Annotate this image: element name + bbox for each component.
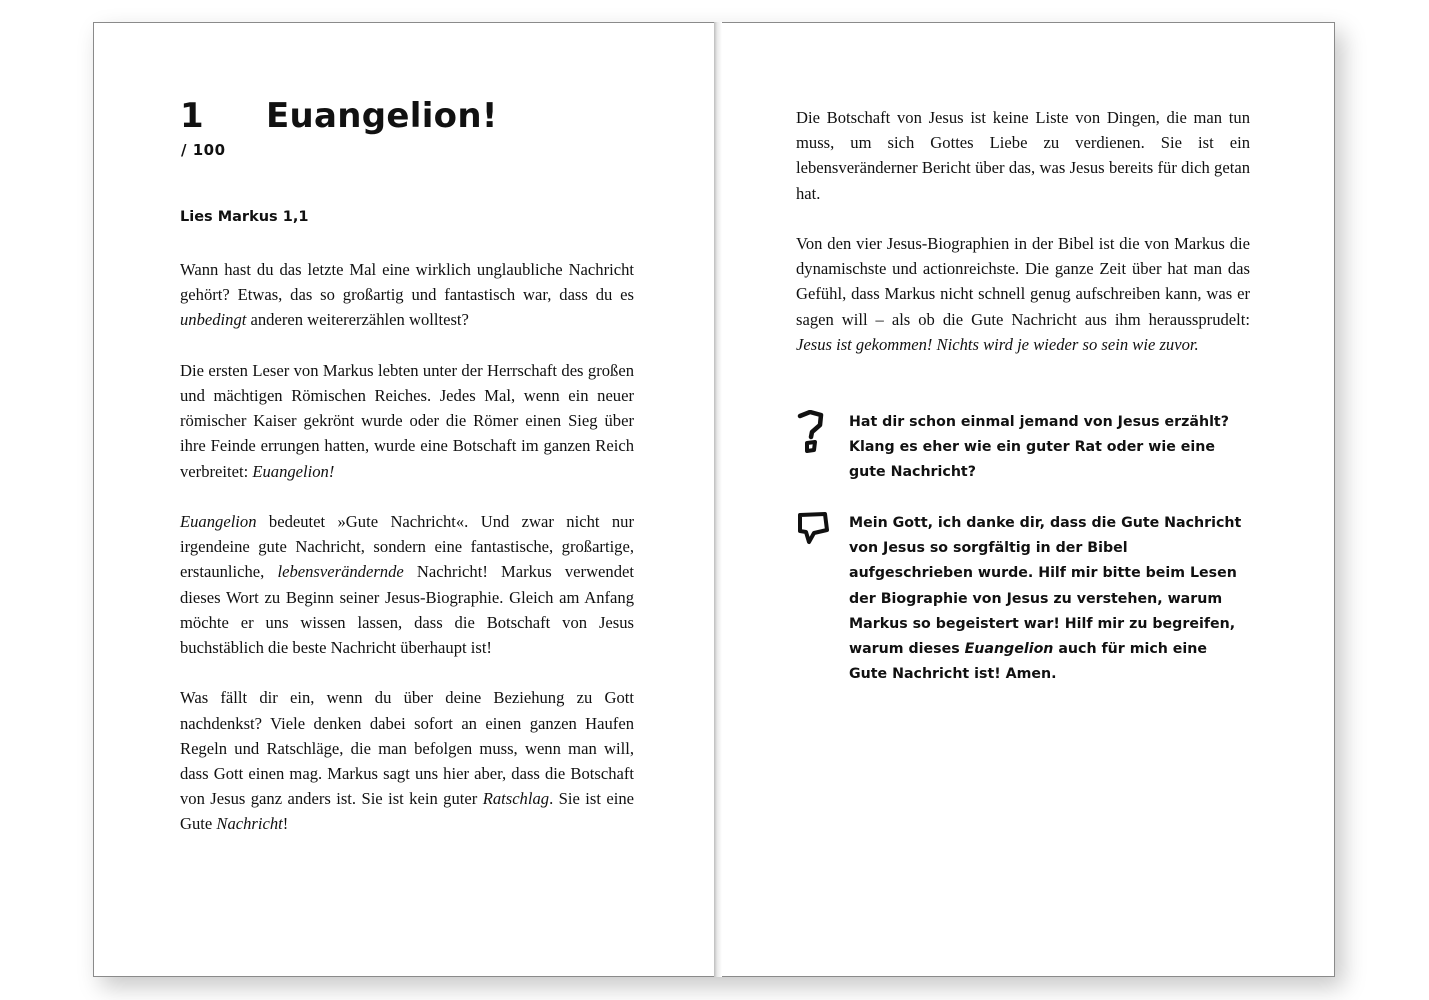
chapter-total: / 100 (181, 141, 226, 159)
paragraph: Die Botschaft von Jesus ist keine Liste von Dingen, die man tun muss, um sich Gottes Liebe zu verdienen. Sie ist ein lebensveränderner Bericht über das, was Jesus bereits für dich getan hat. (796, 108, 1250, 203)
page-gutter (714, 22, 722, 977)
reading-reference: Lies Markus 1,1 (180, 209, 309, 225)
paragraph: Euangelion bedeutet »Gute Nachricht«. Und zwar nicht nur irgendeine gute Nachricht, sondern eine fantastische, großartige, erstaunliche, lebensverändernde Nachricht! Markus verwendet dieses Wort zu Beginn seiner Jesus-Biographie. Gleich am Anfang möchte er uns wissen lassen, dass die Botschaft von Jesus buchstäblich die beste Nachricht überhaupt ist! (180, 512, 634, 658)
prayer-text: Mein Gott, ich danke dir, dass die Gute Nachricht von Jesus so sorgfältig in der Bibel aufgeschrieben wurde. Hilf mir bitte beim Lesen der Biographie von Jesus zu verstehen, warum Markus so begeistert war! Hilf mir zu begreifen, warum dieses Euangelion auch für mich eine Gute Nachricht ist! Amen. (849, 515, 1242, 683)
paragraph: Die ersten Leser von Markus lebten unter der Herrschaft des großen und mächtigen Römischen Reiches. Jedes Mal, wenn ein neuer römischer Kaiser gekrönt wurde oder die Römer einen Sieg über ihre Feinde errungen hatten, wurde eine Botschaft im ganzen Reich verbreitet: Euangelion! (180, 360, 634, 481)
paragraph: Wann hast du das letzte Mal eine wirklich unglaubliche Nachricht gehört? Etwas, das so großartig und fantastisch war, dass du es unbedingt anderen weitererzählen wolltest? (180, 260, 634, 330)
left-body-text (180, 257, 634, 862)
chapter-number: 1 (180, 96, 204, 136)
right-body-text (796, 105, 1250, 382)
question-mark-icon (796, 410, 830, 454)
paragraph: Von den vier Jesus-Biographien in der Bibel ist die von Markus die dynamischste und actionreichste. Die ganze Zeit über hat man das Gefühl, dass Markus nicht schnell genug aufschreiben kann, was er sagen will – als ob die Gute Nachricht aus ihm heraussprudelt: Jesus ist gekommen! Nichts wird je wieder so sein wie zuvor. (796, 234, 1250, 354)
speech-bubble-icon (796, 511, 830, 555)
book-spread (93, 22, 1335, 977)
left-page (93, 22, 714, 977)
paragraph: Was fällt dir ein, wenn du über deine Beziehung zu Gott nachdenkst? Viele denken dabei sofort an einen ganzen Haufen Regeln und Ratschläge, die man befolgen muss, wenn man will, dass Gott einen mag. Markus sagt uns hier aber, dass die Botschaft von Jesus ganz anders ist. Sie ist kein guter Ratschlag. Sie ist eine Gute Nachricht! (180, 688, 634, 834)
right-page (714, 22, 1335, 977)
chapter-title: Euangelion! (266, 96, 498, 136)
question-text: Hat dir schon einmal jemand von Jesus erzählt? Klang es eher wie ein guter Rat oder wie eine gute Nachricht? (849, 414, 1229, 481)
